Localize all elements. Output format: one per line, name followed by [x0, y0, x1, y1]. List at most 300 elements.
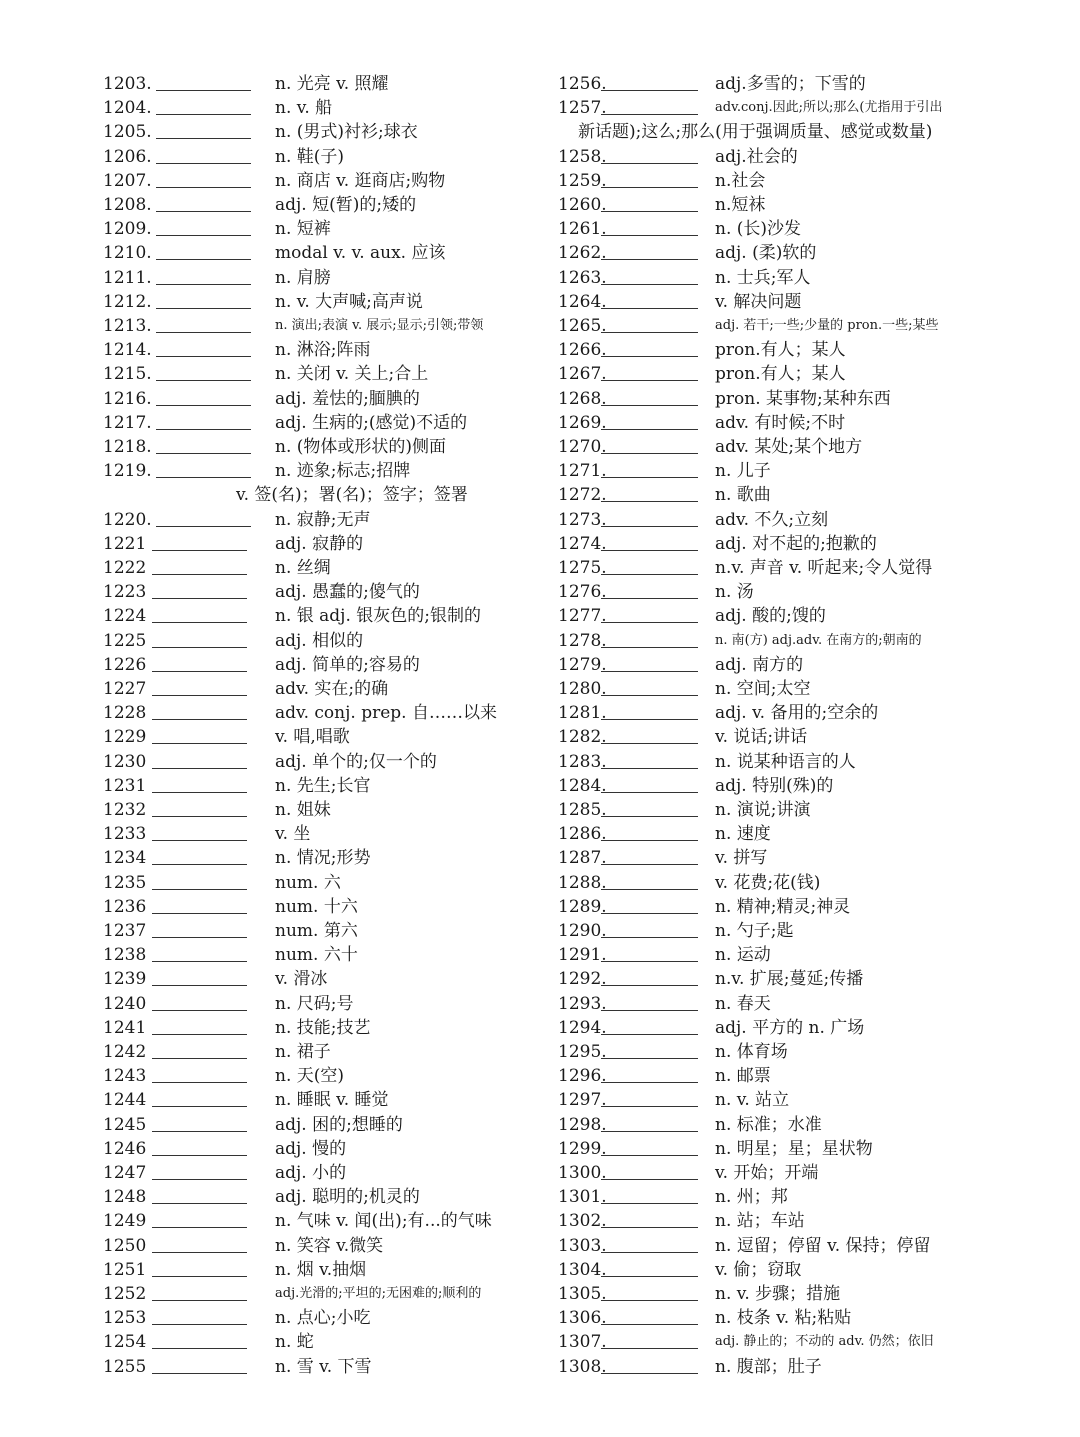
- word-entry: [558, 701, 988, 725]
- answer-blank[interactable]: [601, 405, 698, 406]
- word-entry: [558, 1282, 988, 1306]
- word-entry: [558, 169, 988, 193]
- answer-blank[interactable]: [152, 1179, 247, 1180]
- word-entry: [558, 604, 988, 628]
- entry-number: 1296.: [558, 1066, 607, 1087]
- entry-number: 1257.: [558, 98, 607, 119]
- answer-blank[interactable]: [152, 889, 247, 890]
- word-entry: [103, 72, 543, 96]
- entry-number: 1298.: [558, 1114, 607, 1135]
- entry-definition: n.短袜: [715, 195, 766, 215]
- word-entry: [558, 967, 988, 991]
- word-entry: [558, 459, 988, 483]
- word-entry: [103, 314, 543, 338]
- entry-definition: adv. 有时候;不时: [715, 412, 846, 433]
- word-entry: [103, 701, 543, 725]
- answer-blank[interactable]: [152, 671, 247, 672]
- word-entry: [103, 193, 543, 217]
- entry-number: 1254: [103, 1332, 147, 1353]
- entry-number: 1280.: [558, 679, 607, 699]
- word-entry: [103, 895, 543, 919]
- entry-number: 1241: [103, 1017, 147, 1038]
- entry-number: 1289.: [558, 896, 607, 917]
- answer-blank[interactable]: [152, 1082, 247, 1083]
- entry-number: 1267.: [558, 364, 607, 385]
- entry-definition: n. 士兵;军人: [715, 267, 811, 288]
- entry-number: 1282.: [558, 727, 607, 748]
- answer-blank[interactable]: [601, 1300, 698, 1301]
- word-entry: [558, 725, 988, 749]
- answer-blank[interactable]: [601, 574, 698, 575]
- answer-blank[interactable]: [156, 211, 251, 212]
- word-entry: [103, 943, 543, 967]
- answer-blank[interactable]: [152, 937, 247, 938]
- word-entry: [103, 1209, 543, 1233]
- entry-definition: v. 坐: [275, 824, 311, 845]
- word-entry: [103, 967, 543, 991]
- entry-definition: n. 短裤: [275, 219, 331, 240]
- entry-number: 1274.: [558, 533, 607, 554]
- entry-definition: pron. 某事物;某种东西: [715, 388, 891, 409]
- word-entry: [103, 919, 543, 943]
- entry-definition: adj. 慢的: [275, 1138, 347, 1159]
- answer-blank[interactable]: [156, 356, 251, 357]
- entry-number: 1253: [103, 1308, 147, 1329]
- word-entry: [558, 774, 988, 798]
- entry-definition: adj. (柔)软的: [715, 243, 817, 264]
- entry-number: 1303.: [558, 1235, 607, 1256]
- word-entry: [103, 1258, 543, 1282]
- word-entry: [558, 798, 988, 822]
- answer-blank[interactable]: [601, 501, 698, 502]
- entry-number: 1212.: [103, 291, 152, 312]
- entry-definition: n. 蛇: [275, 1332, 314, 1353]
- answer-blank[interactable]: [601, 719, 698, 720]
- entry-definition: n. 体育场: [715, 1042, 788, 1062]
- entry-number: 1230: [103, 751, 147, 772]
- entry-definition: n. 睡眠 v. 睡觉: [275, 1090, 389, 1111]
- entry-number: 1242: [103, 1042, 147, 1062]
- answer-blank[interactable]: [152, 1034, 247, 1035]
- word-entry: [103, 750, 543, 774]
- entry-definition: n. 精神;精灵;神灵: [715, 896, 851, 917]
- entry-definition: n. 汤: [715, 582, 754, 603]
- word-entry: [103, 120, 543, 144]
- answer-blank[interactable]: [152, 1010, 247, 1011]
- answer-blank[interactable]: [156, 284, 251, 285]
- answer-blank[interactable]: [152, 913, 247, 914]
- word-entry: [558, 943, 988, 967]
- entry-number: 1271.: [558, 461, 607, 482]
- answer-blank[interactable]: [152, 1155, 247, 1156]
- word-entry: [558, 1040, 988, 1064]
- answer-blank[interactable]: [601, 356, 698, 357]
- answer-blank[interactable]: [601, 332, 698, 333]
- word-entry: [103, 677, 543, 701]
- answer-blank[interactable]: [152, 1252, 247, 1253]
- answer-blank[interactable]: [601, 743, 698, 744]
- answer-blank[interactable]: [152, 1058, 247, 1059]
- answer-blank[interactable]: [156, 453, 251, 454]
- entry-definition: n. 迹象;标志;招牌: [275, 461, 411, 482]
- entry-definition: n. 光亮 v. 照耀: [275, 74, 389, 94]
- answer-blank[interactable]: [152, 622, 247, 623]
- answer-blank[interactable]: [601, 1155, 698, 1156]
- entry-definition: adv. 不久;立刻: [715, 509, 829, 530]
- word-entry: [558, 145, 988, 169]
- entry-number: 1249: [103, 1211, 147, 1232]
- answer-blank[interactable]: [156, 235, 251, 236]
- entry-definition: n. 鞋(子): [275, 146, 345, 167]
- answer-blank[interactable]: [601, 235, 698, 236]
- entry-definition: n. 裙子: [275, 1042, 331, 1062]
- entry-definition: n. v. 站立: [715, 1090, 790, 1111]
- entry-definition: num. 第六: [275, 921, 358, 941]
- answer-blank[interactable]: [601, 453, 698, 454]
- answer-blank[interactable]: [601, 380, 698, 381]
- entry-definition: v. 开始；开端: [715, 1163, 819, 1183]
- entry-definition: n. 寂静;无声: [275, 509, 371, 530]
- entry-number: 1211.: [103, 267, 152, 288]
- answer-blank[interactable]: [152, 743, 247, 744]
- word-entry: [103, 822, 543, 846]
- answer-blank[interactable]: [152, 598, 247, 599]
- answer-blank[interactable]: [601, 526, 698, 527]
- answer-blank[interactable]: [156, 332, 251, 333]
- entry-definition: adj. 羞怯的;腼腆的: [275, 388, 420, 409]
- entry-definition: n. 春天: [715, 993, 771, 1014]
- word-entry: [558, 96, 988, 120]
- answer-blank[interactable]: [601, 1276, 698, 1277]
- answer-blank[interactable]: [601, 1106, 698, 1107]
- answer-blank[interactable]: [152, 1348, 247, 1349]
- answer-blank[interactable]: [601, 622, 698, 623]
- word-entry: [558, 1330, 988, 1354]
- word-entry: [558, 556, 988, 580]
- answer-blank[interactable]: [152, 864, 247, 865]
- answer-blank[interactable]: [152, 1131, 247, 1132]
- entry-definition: n. 笑容 v.微笑: [275, 1235, 384, 1256]
- word-entry: [103, 871, 543, 895]
- right-continuation-line: 新话题);这么;那么(用于强调质量、感觉或数量): [578, 122, 933, 143]
- entry-number: 1219.: [103, 461, 152, 482]
- answer-blank[interactable]: [601, 816, 698, 817]
- word-entry: [103, 653, 543, 677]
- entry-definition: n. 姐妹: [275, 800, 331, 820]
- entry-definition: n. 标准；水准: [715, 1114, 822, 1135]
- answer-blank[interactable]: [601, 429, 698, 430]
- answer-blank[interactable]: [156, 163, 251, 164]
- entry-number: 1210.: [103, 243, 152, 264]
- answer-blank[interactable]: [601, 1034, 698, 1035]
- word-entry: [103, 1185, 543, 1209]
- answer-blank[interactable]: [601, 889, 698, 890]
- entry-number: 1227: [103, 679, 147, 699]
- answer-blank[interactable]: [152, 1324, 247, 1325]
- entry-number: 1287.: [558, 848, 607, 869]
- word-entry: [558, 1258, 988, 1282]
- answer-blank[interactable]: [601, 840, 698, 841]
- answer-blank[interactable]: [156, 187, 251, 188]
- answer-blank[interactable]: [601, 647, 698, 648]
- entry-number: 1292.: [558, 969, 607, 990]
- entry-definition: n.v. 扩展;蔓延;传播: [715, 969, 864, 990]
- entry-number: 1240: [103, 993, 147, 1014]
- entry-number: 1235: [103, 872, 147, 893]
- answer-blank[interactable]: [152, 961, 247, 962]
- answer-blank[interactable]: [156, 138, 251, 139]
- entry-definition: adj. 南方的: [715, 654, 804, 675]
- entry-number: 1226: [103, 654, 147, 675]
- answer-blank[interactable]: [152, 1203, 247, 1204]
- entry-definition: n. 丝绸: [275, 558, 331, 578]
- answer-blank[interactable]: [601, 671, 698, 672]
- answer-blank[interactable]: [601, 90, 698, 91]
- entry-number: 1216.: [103, 388, 152, 409]
- word-entry: [103, 338, 543, 362]
- answer-blank[interactable]: [601, 1010, 698, 1011]
- entry-number: 1272.: [558, 485, 607, 506]
- answer-blank[interactable]: [152, 768, 247, 769]
- word-entry: [103, 1016, 543, 1040]
- word-entry: [103, 846, 543, 870]
- answer-blank[interactable]: [601, 284, 698, 285]
- entry-definition: num. 六: [275, 872, 341, 893]
- entry-definition: n. 情况;形势: [275, 848, 371, 869]
- answer-blank[interactable]: [156, 259, 251, 260]
- entry-definition: n. 歌曲: [715, 485, 771, 506]
- entry-definition: n. 州；邦: [715, 1187, 788, 1208]
- answer-blank[interactable]: [152, 1300, 247, 1301]
- entry-number: 1261.: [558, 219, 607, 240]
- answer-blank[interactable]: [601, 961, 698, 962]
- answer-blank[interactable]: [601, 114, 698, 115]
- word-entry: [558, 532, 988, 556]
- entry-definition: n. 淋浴;阵雨: [275, 340, 371, 361]
- entry-number: 1259.: [558, 170, 607, 191]
- answer-blank[interactable]: [601, 259, 698, 260]
- entry-definition: adv. 实在;的确: [275, 679, 389, 699]
- answer-blank[interactable]: [152, 985, 247, 986]
- entry-number: 1206.: [103, 146, 152, 167]
- answer-blank[interactable]: [601, 598, 698, 599]
- answer-blank[interactable]: [601, 1373, 698, 1374]
- answer-blank[interactable]: [601, 985, 698, 986]
- answer-blank[interactable]: [156, 308, 251, 309]
- entry-number: 1279.: [558, 654, 607, 675]
- word-entry: [103, 217, 543, 241]
- entry-number: 1213.: [103, 316, 152, 336]
- entry-number: 1290.: [558, 921, 607, 941]
- answer-blank[interactable]: [152, 574, 247, 575]
- answer-blank[interactable]: [601, 1179, 698, 1180]
- answer-blank[interactable]: [156, 526, 251, 527]
- answer-blank[interactable]: [601, 308, 698, 309]
- word-entry: [103, 1306, 543, 1330]
- answer-blank[interactable]: [601, 1324, 698, 1325]
- word-entry: [558, 314, 988, 338]
- answer-blank[interactable]: [152, 792, 247, 793]
- entry-number: 1250: [103, 1235, 147, 1256]
- word-entry: [103, 629, 543, 653]
- entry-definition: adj. v. 备用的;空余的: [715, 703, 879, 724]
- answer-blank[interactable]: [601, 1058, 698, 1059]
- entry-definition: adj. 困的;想睡的: [275, 1114, 403, 1135]
- entry-number: 1224: [103, 606, 147, 627]
- word-entry: [558, 871, 988, 895]
- word-entry: [558, 338, 988, 362]
- entry-number: 1281.: [558, 703, 607, 724]
- entry-number: 1214.: [103, 340, 152, 361]
- entry-number: 1306.: [558, 1308, 607, 1329]
- answer-blank[interactable]: [601, 1348, 698, 1349]
- word-entry: [103, 435, 543, 459]
- answer-blank[interactable]: [152, 1227, 247, 1228]
- word-entry: [103, 992, 543, 1016]
- entry-number: 1263.: [558, 267, 607, 288]
- word-entry: [558, 290, 988, 314]
- entry-number: 1225: [103, 630, 147, 651]
- word-entry: [558, 72, 988, 96]
- entry-definition: n.v. 声音 v. 听起来;令人觉得: [715, 558, 933, 578]
- word-entry: [558, 846, 988, 870]
- entry-definition: n. 尺码;号: [275, 993, 354, 1014]
- entry-number: 1295.: [558, 1042, 607, 1062]
- word-entry: [103, 1282, 543, 1306]
- word-entry: [558, 1355, 988, 1379]
- answer-blank[interactable]: [152, 1106, 247, 1107]
- entry-number: 1288.: [558, 872, 607, 893]
- entry-definition: adv. conj. prep. 自……以来: [275, 703, 497, 724]
- answer-blank[interactable]: [156, 405, 251, 406]
- entry-number: 1203.: [103, 74, 152, 94]
- answer-blank[interactable]: [601, 1252, 698, 1253]
- answer-blank[interactable]: [601, 550, 698, 551]
- entry-number: 1262.: [558, 243, 607, 264]
- word-entry: [558, 992, 988, 1016]
- word-entry: [558, 362, 988, 386]
- answer-blank[interactable]: [601, 211, 698, 212]
- answer-blank[interactable]: [601, 163, 698, 164]
- word-entry: [103, 362, 543, 386]
- entry-definition: n. (男式)衬衫;球衣: [275, 122, 418, 143]
- answer-blank[interactable]: [152, 1276, 247, 1277]
- answer-blank[interactable]: [601, 1203, 698, 1204]
- entry-number: 1260.: [558, 195, 607, 215]
- answer-blank[interactable]: [601, 1227, 698, 1228]
- entry-definition: n. 技能;技艺: [275, 1017, 371, 1038]
- answer-blank[interactable]: [601, 937, 698, 938]
- entry-number: 1236: [103, 896, 147, 917]
- word-entry: [103, 508, 543, 532]
- answer-blank[interactable]: [156, 114, 251, 115]
- answer-blank[interactable]: [152, 719, 247, 720]
- entry-definition: v. 唱,唱歌: [275, 727, 350, 748]
- entry-number: 1278.: [558, 630, 607, 651]
- answer-blank[interactable]: [601, 864, 698, 865]
- entry-number: 1273.: [558, 509, 607, 530]
- entry-number: 1247: [103, 1163, 147, 1183]
- entry-definition: adj. 寂静的: [275, 533, 364, 554]
- word-entry: [558, 1137, 988, 1161]
- entry-definition: adj. 小的: [275, 1163, 347, 1183]
- entry-number: 1252: [103, 1284, 147, 1304]
- answer-blank[interactable]: [601, 913, 698, 914]
- word-entry: [103, 266, 543, 290]
- answer-blank[interactable]: [152, 695, 247, 696]
- entry-definition: n. v. 大声喊;高声说: [275, 291, 423, 312]
- answer-blank[interactable]: [156, 380, 251, 381]
- word-entry: [103, 169, 543, 193]
- entry-definition: v. 说话;讲话: [715, 727, 808, 748]
- entry-definition: n.社会: [715, 170, 766, 191]
- answer-blank[interactable]: [601, 768, 698, 769]
- entry-definition: adj. 若干;一些;少量的 pron.一些;某些: [715, 318, 939, 333]
- word-entry: [103, 411, 543, 435]
- entry-definition: n. 邮票: [715, 1066, 771, 1087]
- answer-blank[interactable]: [152, 550, 247, 551]
- entry-definition: n. 先生;长官: [275, 775, 371, 796]
- answer-blank[interactable]: [152, 840, 247, 841]
- entry-definition: n. 勺子;匙: [715, 921, 794, 941]
- answer-blank[interactable]: [152, 647, 247, 648]
- answer-blank[interactable]: [601, 1131, 698, 1132]
- entry-definition: n. 逗留；停留 v. 保持；停留: [715, 1235, 931, 1256]
- word-entry: [558, 241, 988, 265]
- entry-definition: n. 商店 v. 逛商店;购物: [275, 170, 446, 191]
- entry-number: 1299.: [558, 1138, 607, 1159]
- entry-definition: adv.conj.因此;所以;那么(尤指用于引出: [715, 100, 943, 116]
- entry-definition: n. 空间;太空: [715, 679, 811, 699]
- answer-blank[interactable]: [601, 695, 698, 696]
- entry-definition: adv. 某处;某个地方: [715, 437, 863, 457]
- entry-definition: n. 说某种语言的人: [715, 751, 856, 772]
- answer-blank[interactable]: [601, 1082, 698, 1083]
- word-entry: [103, 580, 543, 604]
- word-entry: [558, 1113, 988, 1137]
- word-entry: [558, 483, 988, 507]
- answer-blank[interactable]: [156, 477, 251, 478]
- answer-blank[interactable]: [152, 1373, 247, 1374]
- word-entry: [103, 556, 543, 580]
- entry-number: 1232: [103, 800, 147, 820]
- entry-definition: n. 速度: [715, 824, 771, 845]
- word-entry: [558, 750, 988, 774]
- answer-blank[interactable]: [601, 187, 698, 188]
- entry-number: 1217.: [103, 412, 152, 433]
- word-entry: [558, 411, 988, 435]
- entry-definition: adj. 对不起的;抱歉的: [715, 533, 877, 554]
- answer-blank[interactable]: [601, 477, 698, 478]
- entry-definition: n. 肩膀: [275, 267, 331, 288]
- word-entry: [558, 1016, 988, 1040]
- entry-definition: v. 解决问题: [715, 291, 802, 312]
- answer-blank[interactable]: [152, 816, 247, 817]
- entry-number: 1264.: [558, 291, 607, 312]
- entry-number: 1248: [103, 1187, 147, 1208]
- answer-blank[interactable]: [601, 792, 698, 793]
- entry-definition: adj. 生病的;(感觉)不适的: [275, 412, 468, 433]
- answer-blank[interactable]: [156, 90, 251, 91]
- entry-definition: n. 儿子: [715, 461, 771, 482]
- entry-number: 1255: [103, 1356, 147, 1377]
- word-entry: [558, 895, 988, 919]
- entry-definition: n. 气味 v. 闻(出);有...的气味: [275, 1211, 492, 1232]
- answer-blank[interactable]: [156, 429, 251, 430]
- entry-definition: adj. 短(暂)的;矮的: [275, 195, 417, 215]
- entry-number: 1284.: [558, 775, 607, 796]
- entry-definition: adj. 静止的；不动的 adv. 仍然；依旧: [715, 1334, 934, 1350]
